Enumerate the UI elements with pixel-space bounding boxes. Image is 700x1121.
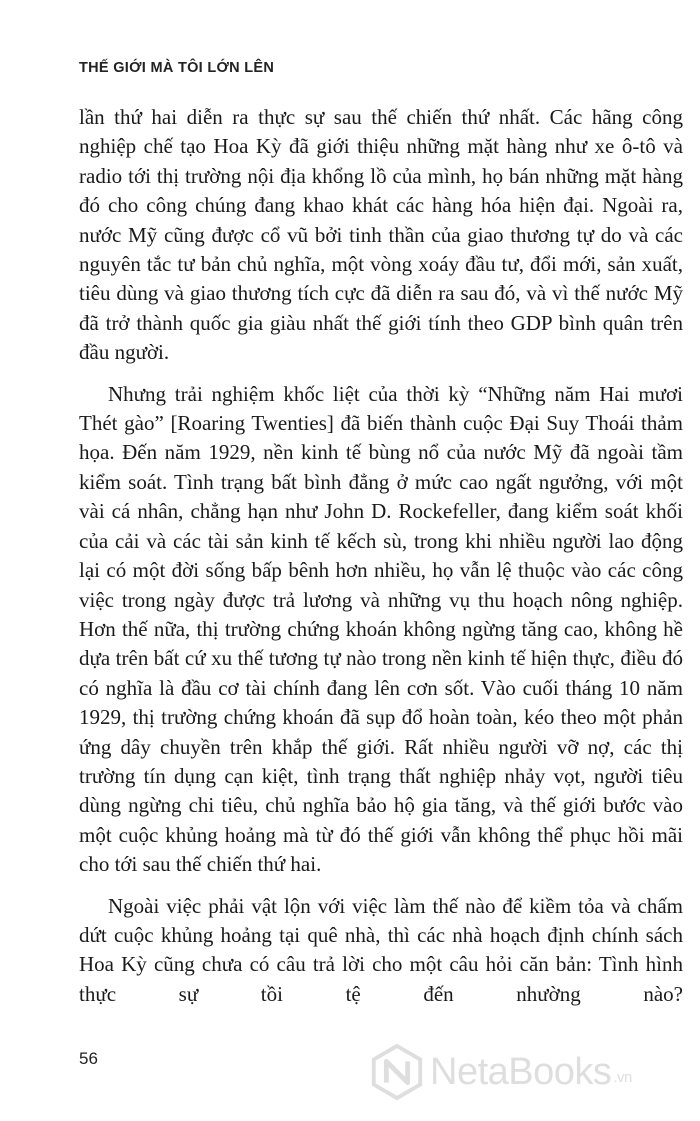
page-number: 56	[79, 1049, 98, 1068]
netabooks-logo-icon	[368, 1043, 426, 1101]
watermark-brand: NetaBooks	[430, 1050, 612, 1093]
paragraph-policymakers: Ngoài việc phải vật lộn với việc làm thế nào để kiềm tỏa và chấm dứt cuộc khủng hoảng tại quê nhà, thì các nhà hoạch định chính sách Hoa Kỳ cũng chưa có câu trả lời cho một câu hỏi căn bản: Tình hình thực sự tồi tệ đến nhường nào?	[79, 893, 683, 1006]
watermark-suffix: .vn	[613, 1069, 632, 1086]
watermark	[368, 1036, 688, 1108]
paragraph-continued: lần thứ hai diễn ra thực sự sau thế chiến thứ nhất. Các hãng công nghiệp chế tạo Hoa Kỳ đã giới thiệu những mặt hàng như xe ô-tô và radio tới thị trường nội địa khổng lồ của mình, họ bán những mặt hàng đó cho công chúng đang khao khát các hàng hóa hiện đại. Ngoài ra, nước Mỹ cũng được cổ vũ bởi tinh thần của giao thương tự do và các nguyên tắc tư bản chủ nghĩa, một vòng xoáy đầu tư, đổi mới, sản xuất, tiêu dùng và giao thương tích cực đã diễn ra sau đó, và vì thế nước Mỹ đã trở thành quốc gia giàu nhất thế giới tính theo GDP bình quân trên đầu người.	[79, 105, 683, 365]
paragraph-roaring-twenties: Nhưng trải nghiệm khốc liệt của thời kỳ “Những năm Hai mươi Thét gào” [Roaring Twenties] đã biến thành cuộc Đại Suy Thoái thảm họa. Đến năm 1929, nền kinh tế bùng nổ của nước Mỹ đã ngoài tầm kiểm soát. Tình trạng bất bình đẳng ở mức cao ngất ngưởng, với một vài cá nhân, chẳng hạn như John D. Rockefeller, đang kiểm soát khối của cải và các tài sản kinh tế kếch sù, trong khi nhiều người lao động lại có một đời sống bấp bênh hơn nhiều, họ vẫn lệ thuộc vào các công việc trong ngày được trả lương và những vụ thu hoạch nông nghiệp. Hơn thế nữa, thị trường chứng khoán không ngừng tăng cao, không hề dựa trên bất cứ xu thế tương tự nào trong nền kinh tế hiện thực, điều đó có nghĩa là đầu cơ tài chính đang lên cơn sốt. Vào cuối tháng 10 năm 1929, thị trường chứng khoán đã sụp đổ hoàn toàn, kéo theo một phản ứng dây chuyền trên khắp thế giới. Rất nhiều người vỡ nợ, các thị trường tín dụng cạn kiệt, tình trạng thất nghiệp nhảy vọt, người tiêu dùng ngừng chi tiêu, chủ nghĩa bảo hộ gia tăng, và thế giới bước vào một cuộc khủng hoảng mà từ đó thế giới vẫn không thể phục hồi mãi cho tới sau thế chiến thứ hai.	[79, 381, 683, 877]
body-text	[79, 103, 683, 1021]
running-header: THẾ GIỚI MÀ TÔI LỚN LÊN	[79, 60, 275, 76]
